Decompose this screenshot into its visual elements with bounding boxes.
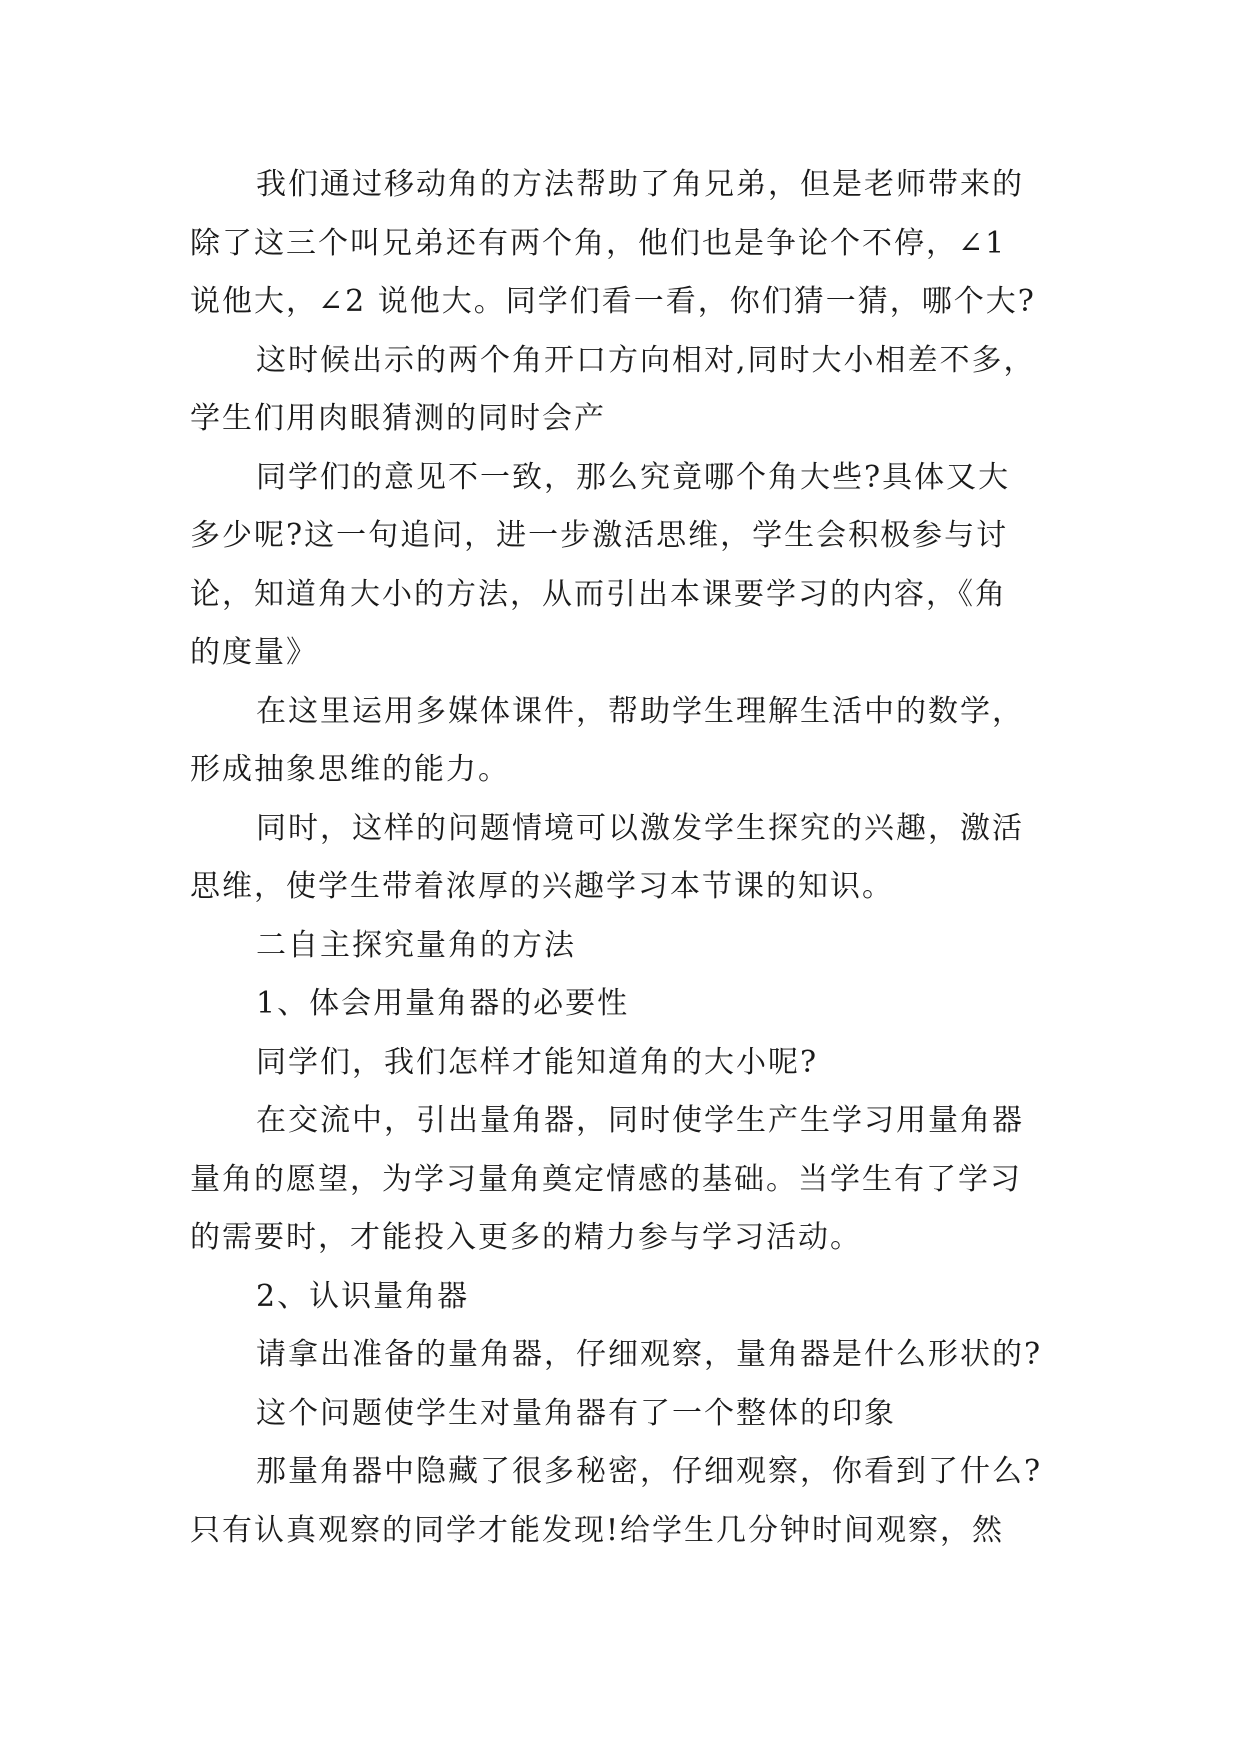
text-line: 那量角器中隐藏了很多秘密，仔细观察，你看到了什么? (256, 1454, 1043, 1489)
text-line: 在交流中，引出量角器，同时使学生产生学习用量角器 (256, 1103, 1024, 1138)
text-line: 多少呢?这一句追问，进一步激活思维，学生会积极参与讨 (190, 518, 1009, 553)
text-line: 请拿出准备的量角器，仔细观察，量角器是什么形状的? (256, 1337, 1043, 1372)
text-line: 同学们，我们怎样才能知道角的大小呢? (256, 1044, 819, 1080)
text-line: 这个问题使学生对量角器有了一个整体的印象 (256, 1395, 896, 1431)
text-line: 我们通过移动角的方法帮助了角兄弟，但是老师带来的 (256, 167, 1024, 202)
text-line: 2、认识量角器 (256, 1278, 470, 1314)
text-line: 同时，这样的问题情境可以激发学生探究的兴趣，激活 (256, 810, 1024, 846)
text-line: 思维，使学生带着浓厚的兴趣学习本节课的知识。 (190, 869, 894, 904)
text-line: 同学们的意见不一致，那么究竟哪个角大些?具体又大 (256, 459, 1011, 495)
text-line: 说他大，∠2 说他大。同学们看一看，你们猜一猜，哪个大? (190, 284, 1036, 319)
text-line: 二自主探究量角的方法 (256, 927, 576, 963)
text-line: 这时候出示的两个角开口方向相对,同时大小相差不多， (256, 342, 1036, 378)
text-line: 学生们用肉眼猜测的同时会产 (190, 401, 606, 436)
text-line: 形成抽象思维的能力。 (190, 752, 510, 787)
text-line: 的需要时，才能投入更多的精力参与学习活动。 (190, 1220, 862, 1255)
text-line: 的度量》 (190, 635, 318, 670)
text-line: 除了这三个叫兄弟还有两个角，他们也是争论个不停，∠1 (190, 225, 1007, 261)
text-line: 只有认真观察的同学才能发现!给学生几分钟时间观察，然 (190, 1512, 1005, 1548)
text-line: 在这里运用多媒体课件，帮助学生理解生活中的数学， (256, 693, 1024, 729)
text-line: 1、体会用量角器的必要性 (256, 986, 630, 1021)
text-line: 论，知道角大小的方法，从而引出本课要学习的内容，《角 (190, 576, 1007, 612)
document-body (190, 156, 1070, 1560)
text-line: 量角的愿望，为学习量角奠定情感的基础。当学生有了学习 (190, 1161, 1022, 1197)
